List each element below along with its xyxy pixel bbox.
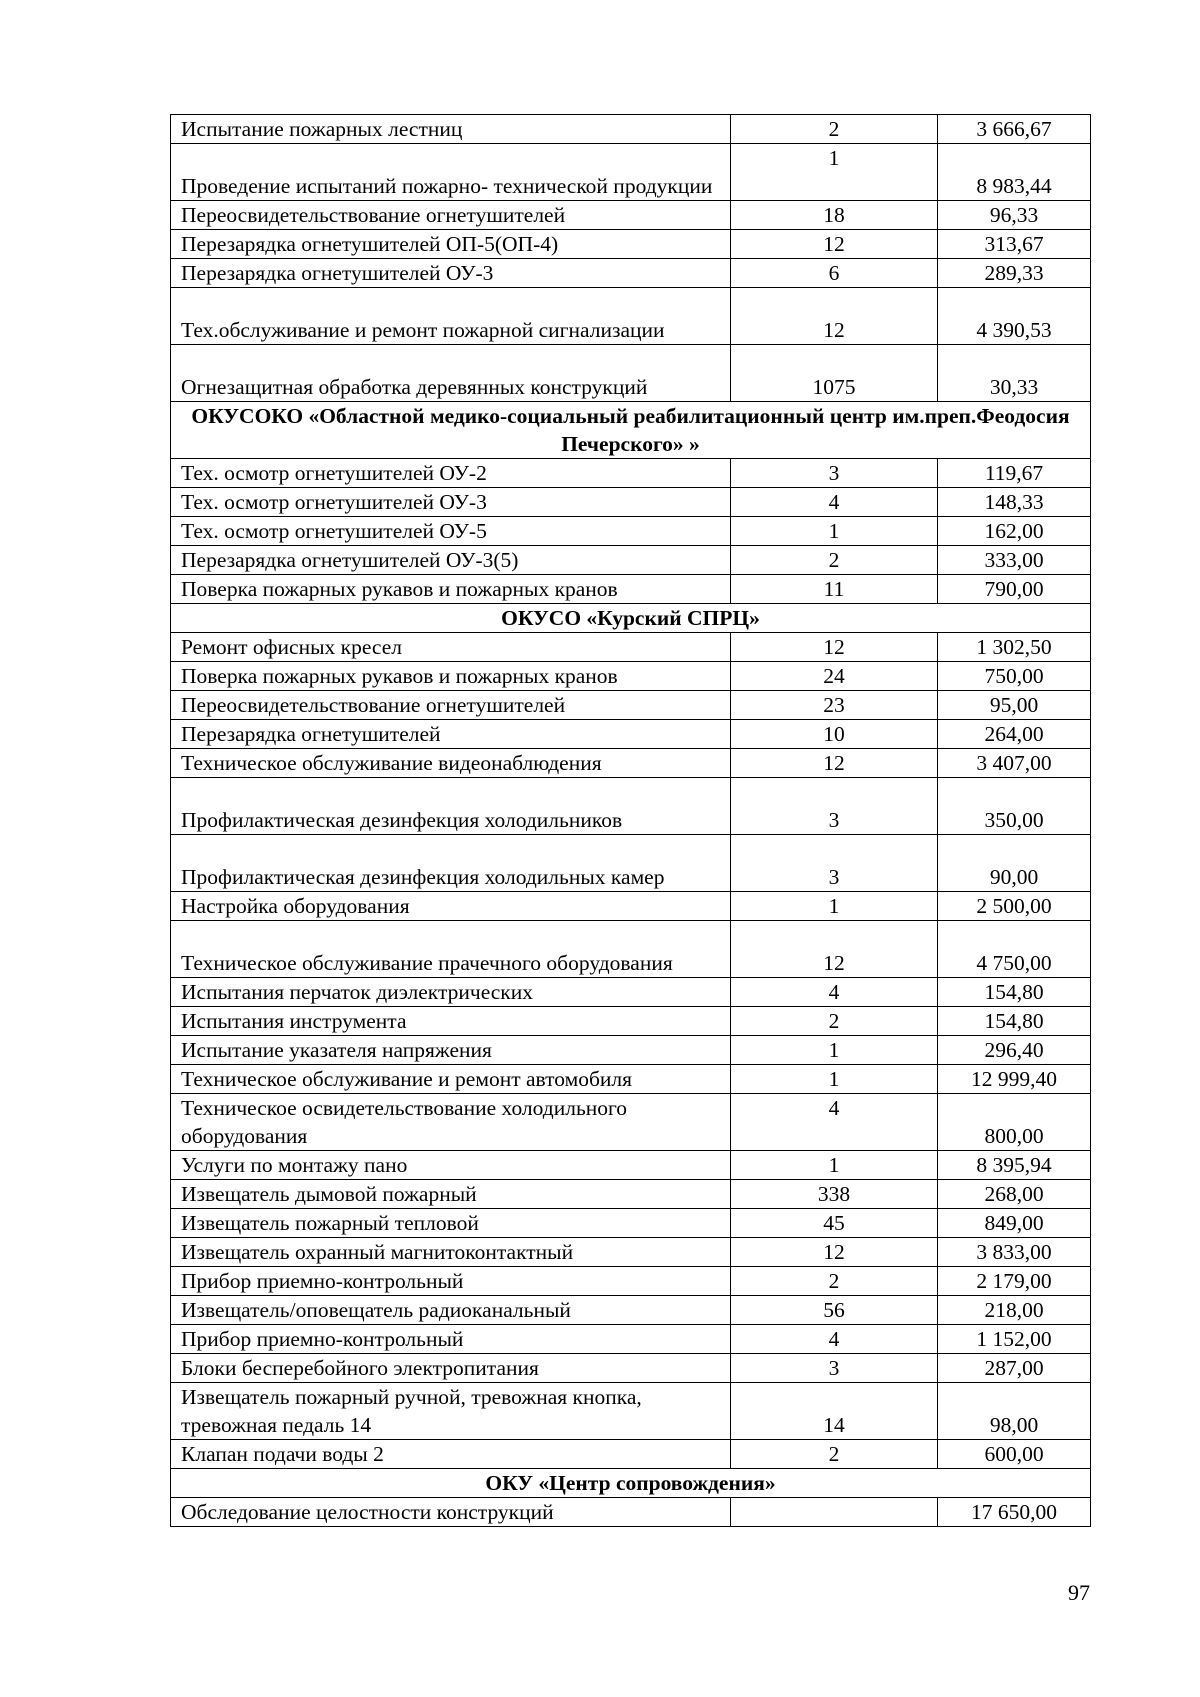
service-price: 350,00 bbox=[938, 778, 1091, 835]
service-name: Прибор приемно-контрольный bbox=[171, 1325, 731, 1354]
service-name: Тех.обслуживание и ремонт пожарной сигнализации bbox=[171, 288, 731, 345]
table-row bbox=[171, 1267, 1091, 1296]
service-name: Услуги по монтажу пано bbox=[171, 1151, 731, 1180]
table-row bbox=[171, 1094, 1091, 1151]
service-price: 4 390,53 bbox=[938, 288, 1091, 345]
service-name: Извещатель охранный магнитоконтактный bbox=[171, 1238, 731, 1267]
service-qty: 12 bbox=[731, 1238, 938, 1267]
service-price: 12 999,40 bbox=[938, 1065, 1091, 1094]
service-name: Настройка оборудования bbox=[171, 892, 731, 921]
service-qty: 14 bbox=[731, 1383, 938, 1440]
table-row bbox=[171, 1296, 1091, 1325]
services-table-body bbox=[171, 115, 1091, 1527]
table-row bbox=[171, 633, 1091, 662]
service-name: Перезарядка огнетушителей ОП-5(ОП-4) bbox=[171, 230, 731, 259]
service-name: Испытания инструмента bbox=[171, 1007, 731, 1036]
service-qty: 56 bbox=[731, 1296, 938, 1325]
service-name: Извещатель пожарный тепловой bbox=[171, 1209, 731, 1238]
service-qty: 1075 bbox=[731, 345, 938, 402]
service-name: Проведение испытаний пожарно- технической продукции bbox=[171, 144, 731, 201]
service-name: Техническое обслуживание видеонаблюдения bbox=[171, 749, 731, 778]
service-qty: 4 bbox=[731, 1094, 938, 1151]
service-name: Блоки бесперебойного электропитания bbox=[171, 1354, 731, 1383]
service-qty: 1 bbox=[731, 1151, 938, 1180]
table-row bbox=[171, 1036, 1091, 1065]
table-row bbox=[171, 1065, 1091, 1094]
table-row bbox=[171, 892, 1091, 921]
service-price: 96,33 bbox=[938, 201, 1091, 230]
service-name: Переосвидетельствование огнетушителей bbox=[171, 201, 731, 230]
table-row bbox=[171, 720, 1091, 749]
table-row bbox=[171, 459, 1091, 488]
table-row bbox=[171, 1325, 1091, 1354]
service-qty: 3 bbox=[731, 778, 938, 835]
service-qty: 1 bbox=[731, 144, 938, 201]
service-name: Тех. осмотр огнетушителей ОУ-3 bbox=[171, 488, 731, 517]
service-qty: 23 bbox=[731, 691, 938, 720]
service-qty: 3 bbox=[731, 1354, 938, 1383]
service-name: Тех. осмотр огнетушителей ОУ-5 bbox=[171, 517, 731, 546]
service-qty: 3 bbox=[731, 459, 938, 488]
table-row bbox=[171, 1151, 1091, 1180]
service-name: Прибор приемно-контрольный bbox=[171, 1267, 731, 1296]
table-row bbox=[171, 230, 1091, 259]
service-name: Поверка пожарных рукавов и пожарных кранов bbox=[171, 662, 731, 691]
table-row bbox=[171, 778, 1091, 835]
service-price: 750,00 bbox=[938, 662, 1091, 691]
service-name: Профилактическая дезинфекция холодильников bbox=[171, 778, 731, 835]
table-row bbox=[171, 1354, 1091, 1383]
service-price: 119,67 bbox=[938, 459, 1091, 488]
service-name: Извещатель дымовой пожарный bbox=[171, 1180, 731, 1209]
services-table bbox=[170, 114, 1091, 1527]
table-row bbox=[171, 575, 1091, 604]
service-qty: 338 bbox=[731, 1180, 938, 1209]
service-price: 8 395,94 bbox=[938, 1151, 1091, 1180]
service-qty: 12 bbox=[731, 633, 938, 662]
service-name: Переосвидетельствование огнетушителей bbox=[171, 691, 731, 720]
service-qty: 12 bbox=[731, 288, 938, 345]
service-price: 8 983,44 bbox=[938, 144, 1091, 201]
table-row bbox=[171, 345, 1091, 402]
section-title: ОКУСОКО «Областной медико-социальный реабилитационный центр им.преп.Феодосия Печерского» » bbox=[171, 402, 1091, 459]
service-name: Техническое обслуживание и ремонт автомобиля bbox=[171, 1065, 731, 1094]
service-qty bbox=[731, 1498, 938, 1527]
service-price: 154,80 bbox=[938, 978, 1091, 1007]
service-qty: 4 bbox=[731, 978, 938, 1007]
service-qty: 18 bbox=[731, 201, 938, 230]
service-name: Перезарядка огнетушителей ОУ-3 bbox=[171, 259, 731, 288]
table-row bbox=[171, 835, 1091, 892]
table-row bbox=[171, 662, 1091, 691]
service-price: 154,80 bbox=[938, 1007, 1091, 1036]
table-row bbox=[171, 144, 1091, 201]
service-price: 148,33 bbox=[938, 488, 1091, 517]
service-qty: 12 bbox=[731, 749, 938, 778]
service-price: 162,00 bbox=[938, 517, 1091, 546]
section-header-row bbox=[171, 402, 1091, 459]
service-price: 90,00 bbox=[938, 835, 1091, 892]
service-qty: 1 bbox=[731, 892, 938, 921]
service-price: 2 179,00 bbox=[938, 1267, 1091, 1296]
service-price: 218,00 bbox=[938, 1296, 1091, 1325]
table-row bbox=[171, 517, 1091, 546]
service-name: Техническое освидетельствование холодильного оборудования bbox=[171, 1094, 731, 1151]
table-row bbox=[171, 259, 1091, 288]
service-qty: 24 bbox=[731, 662, 938, 691]
section-title: ОКУСО «Курский СПРЦ» bbox=[171, 604, 1091, 633]
service-name: Тех. осмотр огнетушителей ОУ-2 bbox=[171, 459, 731, 488]
service-name: Извещатель/оповещатель радиоканальный bbox=[171, 1296, 731, 1325]
service-price: 264,00 bbox=[938, 720, 1091, 749]
service-name: Техническое обслуживание прачечного оборудования bbox=[171, 921, 731, 978]
service-qty: 1 bbox=[731, 1036, 938, 1065]
service-price: 30,33 bbox=[938, 345, 1091, 402]
service-price: 2 500,00 bbox=[938, 892, 1091, 921]
service-name: Поверка пожарных рукавов и пожарных кранов bbox=[171, 575, 731, 604]
service-price: 313,67 bbox=[938, 230, 1091, 259]
service-name: Профилактическая дезинфекция холодильных камер bbox=[171, 835, 731, 892]
section-header-row bbox=[171, 604, 1091, 633]
service-price: 289,33 bbox=[938, 259, 1091, 288]
service-qty: 2 bbox=[731, 1007, 938, 1036]
service-price: 287,00 bbox=[938, 1354, 1091, 1383]
service-name: Перезарядка огнетушителей bbox=[171, 720, 731, 749]
service-qty: 11 bbox=[731, 575, 938, 604]
service-qty: 12 bbox=[731, 921, 938, 978]
service-qty: 4 bbox=[731, 1325, 938, 1354]
table-row bbox=[171, 546, 1091, 575]
service-price: 790,00 bbox=[938, 575, 1091, 604]
service-qty: 3 bbox=[731, 835, 938, 892]
table-row bbox=[171, 1383, 1091, 1440]
service-qty: 12 bbox=[731, 230, 938, 259]
service-price: 296,40 bbox=[938, 1036, 1091, 1065]
service-name: Испытание пожарных лестниц bbox=[171, 115, 731, 144]
section-title: ОКУ «Центр сопровождения» bbox=[171, 1469, 1091, 1498]
table-row bbox=[171, 978, 1091, 1007]
table-row bbox=[171, 1498, 1091, 1527]
service-price: 849,00 bbox=[938, 1209, 1091, 1238]
service-qty: 2 bbox=[731, 1440, 938, 1469]
table-row bbox=[171, 1007, 1091, 1036]
table-row bbox=[171, 288, 1091, 345]
service-qty: 2 bbox=[731, 115, 938, 144]
table-row bbox=[171, 1440, 1091, 1469]
service-price: 1 152,00 bbox=[938, 1325, 1091, 1354]
service-name: Ремонт офисных кресел bbox=[171, 633, 731, 662]
table-row bbox=[171, 691, 1091, 720]
service-price: 268,00 bbox=[938, 1180, 1091, 1209]
service-name: Испытания перчаток диэлектрических bbox=[171, 978, 731, 1007]
table-row bbox=[171, 201, 1091, 230]
table-row bbox=[171, 488, 1091, 517]
service-price: 600,00 bbox=[938, 1440, 1091, 1469]
service-price: 17 650,00 bbox=[938, 1498, 1091, 1527]
table-row bbox=[171, 115, 1091, 144]
service-price: 3 407,00 bbox=[938, 749, 1091, 778]
service-name: Клапан подачи воды 2 bbox=[171, 1440, 731, 1469]
table-row bbox=[171, 749, 1091, 778]
service-price: 4 750,00 bbox=[938, 921, 1091, 978]
service-qty: 1 bbox=[731, 517, 938, 546]
service-qty: 4 bbox=[731, 488, 938, 517]
table-row bbox=[171, 1209, 1091, 1238]
service-name: Огнезащитная обработка деревянных конструкций bbox=[171, 345, 731, 402]
service-name: Извещатель пожарный ручной, тревожная кнопка, тревожная педаль 14 bbox=[171, 1383, 731, 1440]
service-qty: 1 bbox=[731, 1065, 938, 1094]
service-price: 98,00 bbox=[938, 1383, 1091, 1440]
service-name: Испытание указателя напряжения bbox=[171, 1036, 731, 1065]
page-number: 97 bbox=[1068, 1580, 1090, 1605]
service-name: Перезарядка огнетушителей ОУ-3(5) bbox=[171, 546, 731, 575]
service-price: 333,00 bbox=[938, 546, 1091, 575]
service-price: 3 833,00 bbox=[938, 1238, 1091, 1267]
service-price: 3 666,67 bbox=[938, 115, 1091, 144]
table-row bbox=[171, 1238, 1091, 1267]
service-price: 1 302,50 bbox=[938, 633, 1091, 662]
service-qty: 45 bbox=[731, 1209, 938, 1238]
table-row bbox=[171, 1180, 1091, 1209]
table-row bbox=[171, 921, 1091, 978]
service-qty: 6 bbox=[731, 259, 938, 288]
section-header-row bbox=[171, 1469, 1091, 1498]
service-qty: 2 bbox=[731, 1267, 938, 1296]
service-price: 800,00 bbox=[938, 1094, 1091, 1151]
service-qty: 2 bbox=[731, 546, 938, 575]
service-qty: 10 bbox=[731, 720, 938, 749]
service-price: 95,00 bbox=[938, 691, 1091, 720]
service-name: Обследование целостности конструкций bbox=[171, 1498, 731, 1527]
